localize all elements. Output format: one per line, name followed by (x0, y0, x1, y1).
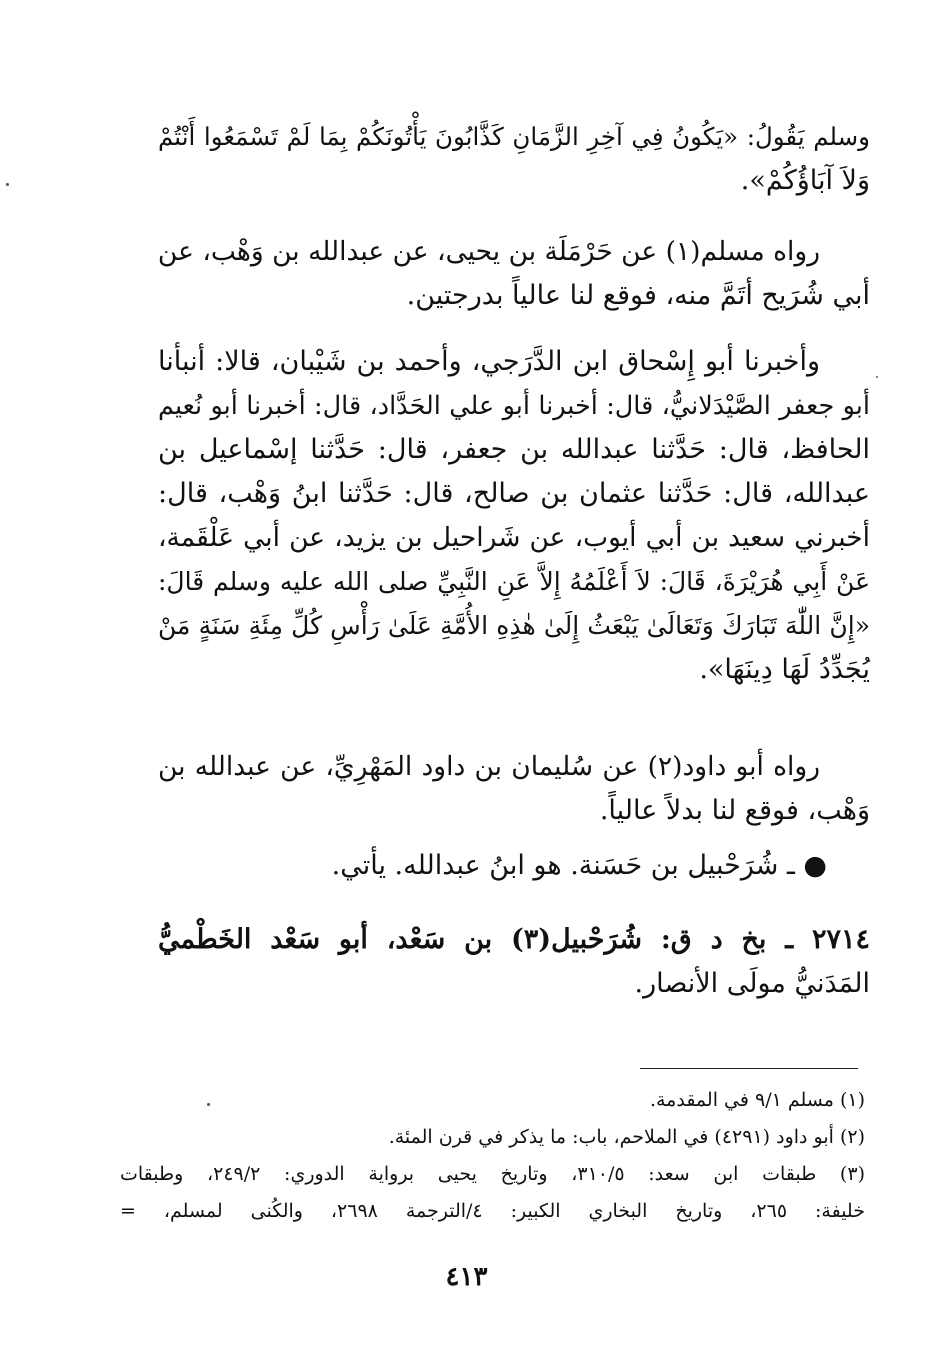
text-line: عَنْ أَبِي هُرَيْرَةَ، قَالَ: لاَ أَعْلَمُهُ إِلاَّ عَنِ النَّبِيِّ صلى الله عليه وسلم قَالَ: (158, 567, 870, 596)
footnote: (٣) طبقات ابن سعد: ٣١٠/٥، وتاريخ يحيى برواية الدوري: ٢٤٩/٢، وطبقات (120, 1163, 865, 1185)
text-line: وَلاَ آبَاؤُكُمْ». (740, 165, 870, 196)
paragraph-abu-dawud-narration (158, 745, 870, 833)
scan-speck (207, 1103, 210, 1106)
text-line: «إِنَّ اللّٰهَ تَبَارَكَ وَتَعَالَىٰ يَبْعَثُ إِلَىٰ هٰذِهِ الأُمَّةِ عَلَىٰ رَأْسِ كُلِّ مِئَةِ سَنَةٍ مَنْ (158, 611, 870, 640)
footnote: (٢) أبو داود (٤٢٩١) في الملاحم، باب: ما يذكر في قرن المئة. (388, 1126, 865, 1148)
scan-speck (876, 376, 878, 378)
text-line: أبو جعفر الصَّيْدَلانيُّ، قال: أخبرنا أبو علي الحَدَّاد، قال: أخبرنا أبو نُعيم (158, 391, 870, 421)
text-line: يُجَدِّدُ لَهَا دِينَهَا». (699, 654, 870, 685)
text-line: الحافظ، قال: حَدَّثنا عبدالله بن جعفر، قال: حَدَّثنا إسْماعيل بن (158, 434, 870, 465)
paragraph-isnad-chain (158, 340, 870, 692)
text-line: المَدَنيُّ مولَى الأنصار. (634, 968, 870, 999)
footnote-separator (640, 1068, 858, 1069)
paragraph-muslim-narration (158, 230, 870, 318)
biography-entry-2714 (158, 918, 870, 1006)
entry-heading-line: ٢٧١٤ ـ بخ د ق: شُرَحْبيل(٣) بن سَعْد، أبو سَعْد الخَطْميُّ (158, 924, 870, 955)
text-line: أبي شُرَيح أتَمَّ منه، فوقع لنا عالياً بدرجتين. (406, 280, 870, 311)
text-line: أخبرني سعيد بن أبي أيوب، عن شَراحيل بن يزيد، عن أبي عَلْقَمة، (158, 522, 870, 553)
page-number: ٤١٣ (445, 1262, 488, 1292)
text-line: وَهْب، فوقع لنا بدلاً عالياً. (599, 795, 870, 826)
text-line: رواه أبو داود(٢) عن سُليمان بن داود المَهْرِيِّ، عن عبدالله بن (158, 751, 820, 782)
text-line: وسلم يَقُولُ: «يَكُونُ فِي آخِرِ الزَّمَانِ كَذَّابُونَ يَأْتُونَكُمْ بِمَا لَمْ تَسْمَعُوا أَنْتُمْ (158, 122, 870, 151)
text-line: رواه مسلم(١) عن حَرْمَلَة بن يحيى، عن عبدالله بن وَهْب، عن (157, 236, 820, 267)
text-line: عبدالله، قال: حَدَّثنا عثمان بن صالح، قال: حَدَّثنا ابنُ وَهْب، قال: (158, 478, 870, 509)
scan-speck (6, 183, 9, 186)
footnote-continuation: خليفة: ٢٦٥، وتاريخ البخاري الكبير: ٤/الترجمة ٢٦٩٨، والكُنى لمسلم، = (120, 1200, 865, 1222)
cross-reference-entry: ● ـ شُرَحْبيل بن حَسَنة. هو ابنُ عبدالله. يأتي. (331, 850, 827, 881)
footnotes (120, 1082, 865, 1230)
footnote: (١) مسلم ٩/١ في المقدمة. (649, 1089, 865, 1111)
text-line: وأخبرنا أبو إِسْحاق ابن الدَّرَجي، وأحمد بن شَيْبان، قالا: أنبأنا (158, 346, 820, 377)
paragraph-hadith-quote (158, 115, 870, 203)
